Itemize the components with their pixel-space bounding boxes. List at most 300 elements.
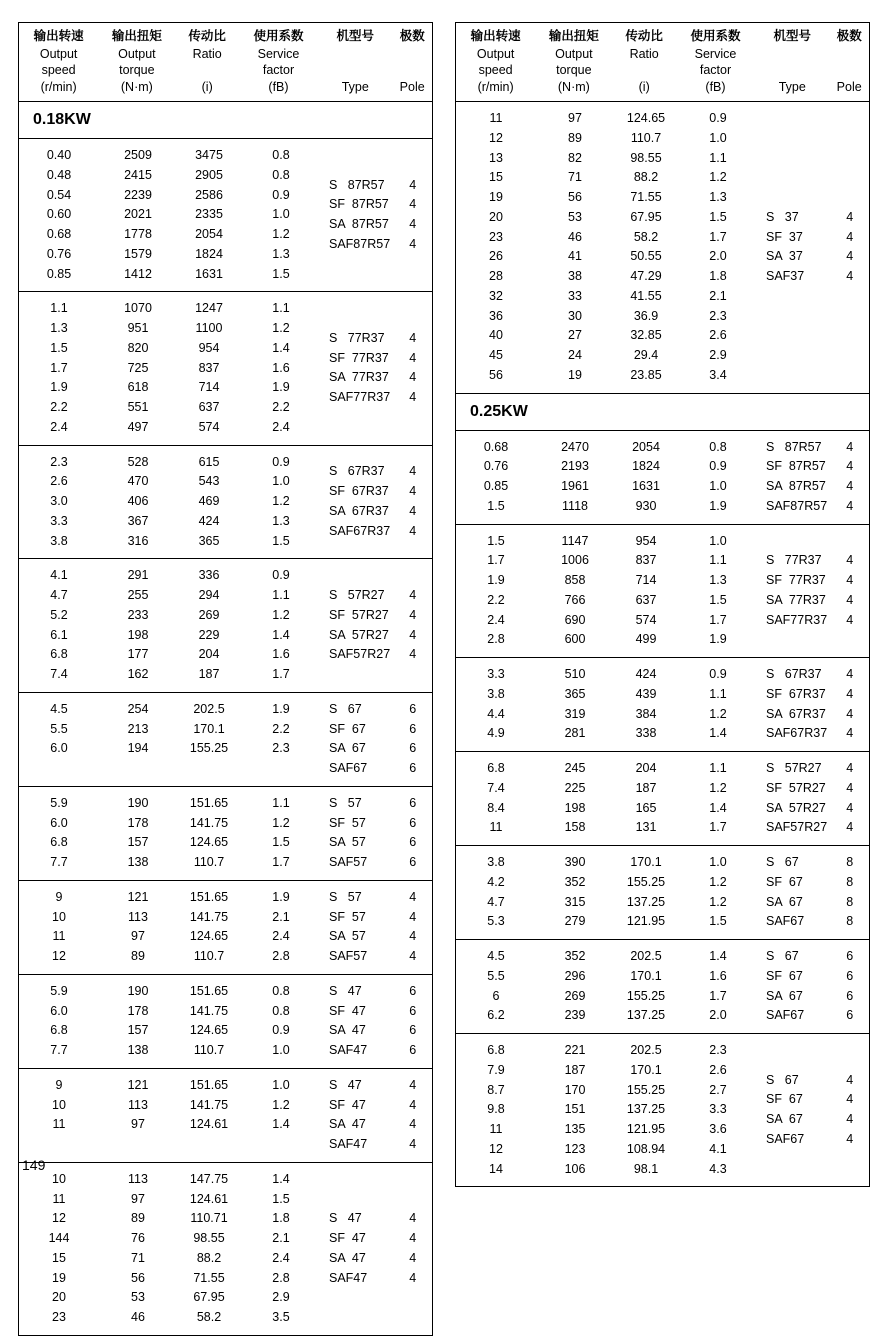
cell-ratio: 1631 (632, 479, 660, 493)
header-service-factor-en-1: Service (257, 46, 300, 61)
cell-ratio: 954 (635, 533, 657, 548)
cell-output-speed: 12 (489, 130, 503, 145)
table-row (456, 532, 758, 552)
cell-pole: 4 (846, 553, 854, 568)
cell-service-factor: 1.0 (709, 479, 727, 493)
cell-service-factor: 2.3 (709, 308, 727, 323)
spec-rows (456, 759, 758, 838)
spec-group (456, 940, 869, 1034)
table-row (456, 759, 758, 779)
table-row (456, 1140, 758, 1160)
cell-type: SA 77R37 (329, 370, 389, 385)
cell-output-speed: 6.2 (487, 1008, 505, 1023)
cell-output-speed: 3.8 (487, 686, 505, 701)
cell-output-torque: 352 (564, 874, 586, 889)
cell-output-speed: 20 (52, 1290, 66, 1305)
spec-group (456, 846, 869, 940)
cell-pole: 6 (409, 761, 417, 775)
cell-pole: 4 (409, 177, 417, 192)
cell-pole: 4 (409, 1270, 417, 1285)
cell-output-speed: 3.0 (50, 494, 68, 508)
cell-output-torque: 406 (127, 494, 149, 508)
cell-type: SAF87R57 (329, 236, 391, 251)
cell-service-factor: 1.4 (272, 1171, 290, 1186)
spec-group (19, 1069, 432, 1163)
cell-output-speed: 3.3 (50, 513, 68, 528)
cell-output-speed: 6.0 (50, 741, 68, 756)
spec-group (456, 752, 869, 846)
cell-ratio: 71.55 (193, 1270, 225, 1285)
spec-rows (456, 532, 758, 651)
cell-output-torque: 71 (131, 1250, 145, 1265)
cell-type: S 67 (766, 1072, 799, 1087)
cell-type: SAF87R57 (766, 498, 828, 513)
cell-type: SA 67 (766, 894, 803, 909)
table-row (19, 146, 321, 166)
cell-ratio: 58.2 (196, 1310, 222, 1324)
cell-service-factor: 2.6 (709, 1062, 727, 1077)
cell-ratio: 1247 (195, 301, 223, 316)
cell-output-speed: 15 (52, 1250, 66, 1265)
cell-output-speed: 11 (489, 820, 503, 835)
cell-output-speed: 8.4 (487, 800, 505, 815)
cell-output-torque: 766 (564, 592, 586, 607)
cell-service-factor: 0.9 (272, 187, 290, 202)
cell-ratio: 110.7 (193, 1043, 225, 1057)
spec-group (456, 1034, 869, 1186)
cell-service-factor: 1.0 (272, 474, 290, 489)
cell-service-factor: 0.8 (272, 983, 290, 998)
cell-ratio: 88.2 (633, 170, 659, 185)
cell-pole: 8 (846, 894, 854, 909)
cell-ratio: 151.65 (189, 1077, 229, 1092)
table-row (456, 247, 758, 267)
cell-pole: 4 (409, 1077, 417, 1092)
cell-type: S 47 (329, 1077, 362, 1092)
cell-output-speed: 6.8 (50, 1023, 68, 1038)
cell-output-torque: 319 (564, 706, 586, 721)
left-group-list (19, 139, 432, 1335)
spec-rows (456, 853, 758, 932)
spec-group (456, 102, 869, 394)
cell-output-speed: 7.9 (487, 1062, 505, 1077)
cell-ratio: 574 (198, 419, 220, 434)
cell-output-speed: 26 (489, 249, 503, 264)
cell-service-factor: 1.4 (709, 949, 727, 963)
cell-pole: 4 (846, 1092, 854, 1107)
cell-ratio: 170.1 (630, 968, 662, 983)
cell-service-factor: 0.8 (272, 167, 290, 182)
header-ratio (612, 23, 675, 101)
table-row (456, 799, 758, 819)
cell-output-torque: 82 (568, 150, 582, 165)
cell-output-speed: 0.68 (483, 439, 509, 454)
header-output-speed-en-2: speed (478, 63, 513, 77)
cell-type: SAF57 (329, 855, 368, 869)
cell-output-speed: 1.7 (50, 360, 68, 375)
spec-group (456, 431, 869, 525)
cell-ratio: 124.65 (626, 111, 666, 125)
header-output-torque (98, 23, 175, 101)
cell-service-factor: 1.1 (709, 150, 727, 165)
cell-service-factor: 1.3 (272, 513, 290, 528)
cell-service-factor: 1.4 (272, 627, 290, 642)
cell-service-factor: 2.9 (709, 348, 727, 362)
header-service-factor-en-2: factor (699, 63, 732, 77)
cell-output-speed: 6.8 (50, 647, 68, 662)
table-row (19, 1229, 321, 1249)
cell-output-torque: 497 (127, 419, 149, 434)
cell-output-speed: 4.1 (50, 568, 68, 583)
cell-pole: 4 (846, 209, 854, 224)
table-row (19, 794, 321, 814)
cell-output-torque: 528 (127, 454, 149, 469)
cell-ratio: 637 (198, 400, 220, 414)
cell-ratio: 424 (198, 513, 220, 528)
cell-output-torque: 89 (568, 130, 582, 145)
cell-ratio: 41.55 (630, 288, 662, 303)
cell-service-factor: 1.5 (272, 1191, 290, 1206)
cell-type: SA 57 (329, 929, 366, 944)
table-row (19, 739, 321, 759)
cell-ratio: 155.25 (626, 1082, 666, 1097)
cell-service-factor: 2.9 (272, 1290, 290, 1305)
cell-type: SF 67 (766, 1092, 803, 1107)
cell-ratio: 170.1 (630, 855, 662, 869)
spec-rows (19, 982, 321, 1061)
cell-pole: 4 (846, 612, 854, 627)
cell-type: SAF67R37 (766, 726, 828, 741)
cell-pole: 6 (409, 835, 417, 850)
cell-output-speed: 28 (489, 269, 503, 283)
cell-output-speed: 1.5 (50, 340, 68, 355)
cell-type: SAF67 (329, 761, 368, 775)
right-table (455, 22, 870, 1187)
cell-output-speed: 1.9 (487, 573, 505, 587)
cell-output-torque: 725 (127, 360, 149, 375)
cell-output-torque: 178 (127, 1003, 149, 1018)
cell-ratio: 930 (635, 498, 657, 513)
cell-output-torque: 551 (127, 400, 149, 414)
cell-pole: 4 (846, 439, 854, 454)
cell-pole: 4 (846, 820, 854, 835)
cell-type: SF 87R57 (766, 459, 826, 474)
cell-type-list (321, 299, 394, 437)
cell-ratio: 1631 (195, 266, 223, 281)
table-row (456, 438, 758, 458)
cell-service-factor: 2.2 (272, 721, 290, 736)
cell-service-factor: 2.6 (709, 328, 727, 343)
cell-type-list (321, 982, 394, 1061)
cell-output-torque: 245 (564, 761, 586, 775)
cell-service-factor: 1.9 (272, 380, 290, 395)
cell-pole: 8 (846, 855, 854, 869)
spec-rows (19, 453, 321, 552)
section-title-right-2: 0.25KW (456, 394, 869, 431)
header-ratio (175, 23, 238, 101)
cell-service-factor: 2.3 (709, 1043, 727, 1057)
cell-type: S 57R27 (766, 761, 822, 775)
cell-pole: 4 (846, 229, 854, 244)
cell-ratio: 58.2 (633, 229, 659, 244)
cell-output-torque: 390 (564, 855, 586, 869)
cell-ratio: 1824 (632, 459, 660, 474)
cell-type: SF 57 (329, 815, 366, 830)
cell-output-torque: 30 (568, 308, 582, 323)
cell-service-factor: 1.7 (272, 667, 290, 681)
table-row (456, 149, 758, 169)
header-output-speed-en-2: speed (41, 63, 76, 77)
header-pole-cn: 极数 (836, 29, 862, 43)
cell-pole: 4 (409, 929, 417, 944)
cell-ratio: 124.65 (189, 929, 229, 944)
header-type-en: Type (778, 79, 806, 94)
table-row (456, 853, 758, 873)
cell-output-torque: 316 (127, 533, 149, 548)
cell-output-speed: 11 (489, 111, 503, 125)
cell-output-torque: 2193 (561, 459, 589, 474)
cell-type: SAF77R37 (766, 612, 828, 627)
cell-pole-list (394, 794, 433, 873)
cell-ratio: 837 (635, 553, 657, 568)
table-row (456, 1081, 758, 1101)
cell-type: S 77R37 (329, 330, 385, 345)
cell-ratio: 229 (198, 627, 220, 642)
header-output-torque-en-2: torque (556, 63, 592, 77)
cell-output-speed: 0.54 (46, 187, 72, 202)
cell-output-speed: 20 (489, 209, 503, 224)
cell-output-torque: 1778 (124, 227, 152, 241)
cell-service-factor: 0.9 (272, 568, 290, 583)
cell-type-list (321, 146, 394, 284)
cell-service-factor: 1.2 (272, 1097, 290, 1112)
cell-output-torque: 24 (568, 348, 582, 362)
cell-output-torque: 296 (564, 968, 586, 983)
header-service-factor-cn: 使用系数 (253, 29, 304, 43)
cell-service-factor: 3.5 (272, 1310, 290, 1324)
header-output-speed-unit: (r/min) (40, 79, 77, 94)
cell-pole-list (831, 1041, 870, 1179)
cell-service-factor: 4.3 (709, 1161, 727, 1176)
cell-ratio: 202.5 (630, 1043, 662, 1057)
cell-type-list (321, 1170, 394, 1328)
table-row (456, 1041, 758, 1061)
table-row (19, 418, 321, 438)
table-row (19, 1209, 321, 1229)
cell-service-factor: 1.5 (709, 914, 727, 929)
cell-pole: 4 (846, 800, 854, 815)
cell-type: SA 47 (329, 1250, 366, 1265)
cell-type: SF 67 (766, 968, 803, 983)
cell-ratio: 837 (198, 360, 220, 375)
cell-output-speed: 6.0 (50, 815, 68, 830)
cell-type-list (321, 453, 394, 552)
table-row (19, 1249, 321, 1269)
spec-group (19, 1163, 432, 1335)
cell-ratio: 151.65 (189, 795, 229, 810)
cell-service-factor: 1.4 (272, 340, 290, 355)
cell-output-speed: 1.3 (50, 321, 68, 335)
cell-service-factor: 1.9 (272, 889, 290, 904)
cell-output-torque: 2415 (124, 167, 152, 182)
cell-ratio: 269 (198, 607, 220, 622)
table-row (19, 532, 321, 552)
header-service-factor-en-1: Service (694, 46, 737, 61)
cell-ratio: 67.95 (630, 209, 662, 224)
cell-output-torque: 41 (568, 249, 582, 264)
cell-service-factor: 0.9 (709, 459, 727, 474)
cell-output-speed: 45 (489, 348, 503, 362)
cell-type: S 67R37 (766, 667, 822, 681)
cell-type-list (758, 759, 831, 838)
header-type (755, 23, 829, 101)
cell-type: SF 87R57 (329, 197, 389, 212)
cell-output-speed: 4.7 (50, 588, 68, 602)
spec-rows (456, 1041, 758, 1179)
cell-output-torque: 157 (127, 1023, 149, 1038)
table-row (456, 873, 758, 893)
table-row (19, 398, 321, 418)
cell-type: SF 57R27 (766, 780, 826, 795)
table-row (19, 566, 321, 586)
cell-output-torque: 38 (568, 269, 582, 283)
cell-pole-list (831, 665, 870, 744)
cell-output-speed: 2.4 (50, 419, 68, 434)
cell-ratio: 439 (635, 686, 657, 701)
cell-output-speed: 1.1 (50, 301, 68, 316)
cell-output-speed: 4.7 (487, 894, 505, 909)
cell-service-factor: 1.2 (709, 706, 727, 721)
cell-pole: 4 (409, 949, 417, 963)
cell-pole-list (394, 1170, 433, 1328)
cell-type: SAF67R37 (329, 523, 391, 538)
cell-output-torque: 194 (127, 741, 149, 756)
cell-pole: 4 (409, 627, 417, 642)
table-row (19, 378, 321, 398)
cell-service-factor: 2.2 (272, 400, 290, 414)
cell-type: SA 47 (329, 1117, 366, 1132)
cell-service-factor: 1.0 (709, 533, 727, 548)
cell-output-torque: 820 (127, 340, 149, 355)
cell-ratio: 137.25 (626, 1008, 666, 1023)
cell-pole: 4 (409, 1117, 417, 1132)
spec-rows (19, 146, 321, 284)
cell-output-torque: 157 (127, 835, 149, 850)
cell-output-torque: 281 (564, 726, 586, 741)
cell-output-speed: 4.4 (487, 706, 505, 721)
cell-output-torque: 618 (127, 380, 149, 395)
cell-service-factor: 1.1 (709, 686, 727, 701)
cell-pole: 6 (846, 968, 854, 983)
cell-pole: 6 (409, 815, 417, 830)
cell-ratio: 67.95 (193, 1290, 225, 1305)
cell-service-factor: 2.8 (272, 949, 290, 963)
table-row (19, 359, 321, 379)
cell-output-torque: 97 (131, 1117, 145, 1132)
cell-type: S 67 (766, 855, 799, 869)
spec-rows (19, 888, 321, 967)
cell-ratio: 29.4 (633, 348, 659, 362)
cell-ratio: 110.7 (193, 855, 225, 869)
cell-ratio: 424 (635, 667, 657, 681)
cell-output-torque: 352 (564, 949, 586, 963)
spec-group (456, 658, 869, 752)
cell-output-speed: 23 (489, 229, 503, 244)
spec-group (19, 559, 432, 693)
cell-service-factor: 1.8 (272, 1211, 290, 1226)
cell-pole-list (831, 947, 870, 1026)
table-row (19, 833, 321, 853)
cell-service-factor: 1.5 (709, 592, 727, 607)
cell-pole: 4 (846, 780, 854, 795)
header-output-speed (19, 23, 98, 101)
table-row (19, 1190, 321, 1210)
cell-service-factor: 2.3 (272, 741, 290, 756)
cell-service-factor: 1.2 (709, 780, 727, 795)
table-row (19, 947, 321, 967)
table-row (19, 908, 321, 928)
cell-output-speed: 6.1 (50, 627, 68, 642)
header-service-factor-unit: (fB) (268, 79, 289, 94)
cell-pole-list (394, 299, 433, 437)
cell-output-torque: 97 (131, 1191, 145, 1206)
table-row (19, 453, 321, 473)
header-type-cn: 机型号 (773, 29, 811, 43)
header-ratio-cn: 传动比 (625, 29, 663, 43)
table-row (19, 299, 321, 319)
cell-pole-list (831, 532, 870, 651)
cell-type: SA 37 (766, 249, 803, 264)
cell-service-factor: 2.1 (709, 288, 727, 303)
cell-type: SF 57 (329, 909, 366, 924)
cell-output-speed: 6.8 (50, 835, 68, 850)
table-row (456, 307, 758, 327)
spec-group (19, 881, 432, 975)
cell-output-speed: 6.0 (50, 1003, 68, 1018)
table-row (456, 1160, 758, 1180)
table-row (19, 982, 321, 1002)
cell-service-factor: 0.8 (272, 1003, 290, 1018)
cell-service-factor: 1.7 (709, 612, 727, 627)
cell-output-torque: 858 (564, 573, 586, 587)
table-row (456, 611, 758, 631)
cell-output-speed: 7.7 (50, 855, 68, 869)
table-row (19, 1076, 321, 1096)
cell-ratio: 141.75 (189, 1003, 229, 1018)
cell-pole-list (394, 982, 433, 1061)
cell-output-speed: 8.7 (487, 1082, 505, 1097)
cell-output-torque: 255 (127, 588, 149, 602)
cell-ratio: 137.25 (626, 1102, 666, 1117)
cell-output-torque: 135 (564, 1122, 586, 1136)
table-row (456, 168, 758, 188)
header-output-speed-cn: 输出转速 (33, 29, 84, 43)
cell-pole: 4 (409, 1137, 417, 1151)
cell-output-torque: 600 (564, 632, 586, 647)
cell-service-factor: 1.3 (709, 573, 727, 587)
cell-pole: 6 (409, 721, 417, 736)
cell-type: SF 77R37 (766, 573, 826, 587)
cell-output-speed: 1.7 (487, 553, 505, 568)
cell-output-torque: 470 (127, 474, 149, 489)
cell-pole-list (394, 146, 433, 284)
table-row (19, 339, 321, 359)
cell-pole: 6 (409, 855, 417, 869)
cell-pole-list (394, 888, 433, 967)
cell-pole: 4 (846, 498, 854, 513)
cell-ratio: 110.7 (193, 949, 225, 963)
cell-pole-list (831, 109, 870, 386)
